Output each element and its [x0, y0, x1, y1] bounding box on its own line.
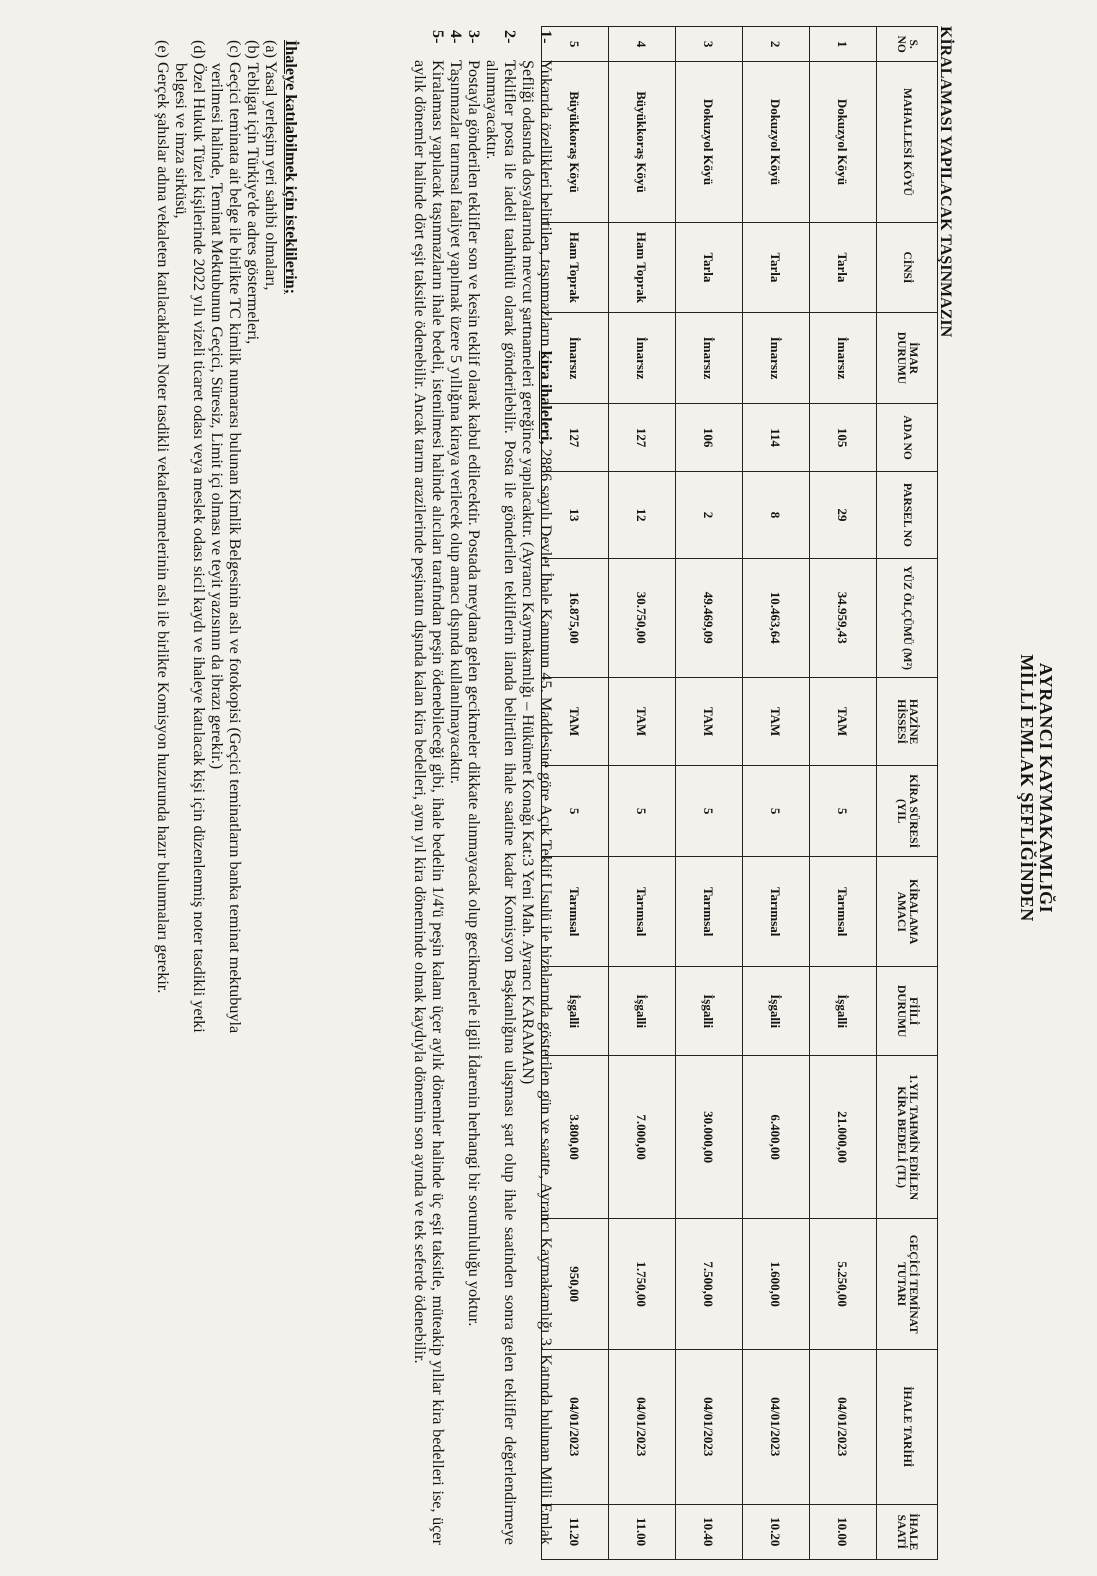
table-cell: 2 — [743, 27, 810, 62]
table-row — [676, 27, 743, 1560]
column-header: KİRA SÜRESİ (YIL — [877, 766, 938, 857]
column-header: İHALE SAATİ — [877, 1504, 938, 1559]
table-cell: 10.00 — [810, 1504, 877, 1559]
table-cell: İşgalli — [609, 967, 676, 1055]
table-cell: İmarsız — [609, 313, 676, 404]
column-header: FİİLİ DURUMU — [877, 967, 938, 1055]
table-cell: 10.463,64 — [743, 558, 810, 677]
header-line-1: AYRANCI KAYMAKAMLIĞI — [1036, 662, 1056, 914]
paragraph — [519, 30, 555, 1545]
requirement-item: (a) Yasal yerleşim yeri sahibi olmaları, — [262, 40, 280, 291]
table-cell: İşgalli — [542, 967, 609, 1055]
table-cell: 3.800,00 — [542, 1055, 609, 1219]
column-header: KİRALAMA AMACI — [877, 856, 938, 967]
column-header: MAHALLESİ KÖYÜ — [877, 62, 938, 222]
requirement-item-continuation: verilmesi halinde, Teminat Mektubunun Geçici, Süresiz, Limit içi olması ve teyit yazısının da ibrazı gerekir.) — [208, 63, 226, 770]
table-cell: 04/01/2023 — [810, 1349, 877, 1504]
paragraph-text — [465, 60, 483, 1545]
table-row — [609, 27, 676, 1560]
table-cell: 1.600,00 — [743, 1219, 810, 1349]
column-header: CİNSİ — [877, 222, 938, 313]
paragraph-number: 2- — [501, 30, 519, 44]
table-cell: Tarımsal — [676, 856, 743, 967]
table-cell: TAM — [676, 677, 743, 765]
table-cell: 49.469,09 — [676, 558, 743, 677]
table-cell: 29 — [810, 472, 877, 558]
table-cell: Tarımsal — [609, 856, 676, 967]
table-row — [743, 27, 810, 1560]
paragraph-text — [519, 60, 555, 1545]
table-cell: Tarımsal — [810, 856, 877, 967]
paragraph — [447, 30, 465, 1545]
table-header-row — [877, 27, 938, 1560]
table-cell: 105 — [810, 403, 877, 472]
table-cell: Büyükkoraş Köyü — [542, 62, 609, 222]
table-cell: 12 — [609, 472, 676, 558]
table-cell: 04/01/2023 — [609, 1349, 676, 1504]
table-cell: 5 — [542, 27, 609, 62]
table-cell: İşgalli — [676, 967, 743, 1055]
requirements-title: İhaleye katılabilmek için isteklilerin; — [282, 40, 300, 295]
table-cell: TAM — [609, 677, 676, 765]
paragraph-text-start: Teklifler posta ile iadeli taahhütlü olarak gönderilebilir. Posta ile gönderilen tekliflerin ilanda belirtilen ihale saatine kadar Komisyon Başkanlığına ulaşması şart olup ihale saatinden sonra gelen teklifler değerlendirmeye alınmayacaktır. — [483, 60, 519, 1545]
requirement-item: (c) Geçici teminata ait belge ile birlikte TC kimlik numarası bulunan Kimlik Belgesinin aslı ve fotokopisi (Geçici teminatların banka teminat mektubuyla — [226, 40, 244, 1034]
table-cell: İşgalli — [743, 967, 810, 1055]
paragraph-number: 1- — [537, 30, 555, 44]
table-cell: 7.500,00 — [676, 1219, 743, 1349]
paragraph — [411, 30, 447, 1545]
paragraph-text — [483, 60, 519, 1545]
table-cell: 13 — [542, 472, 609, 558]
table-cell: Dokuzyol Köyü — [810, 62, 877, 222]
column-header: İHALE TARİHİ — [877, 1349, 938, 1504]
table-cell: 10.40 — [676, 1504, 743, 1559]
table-cell: İmarsız — [676, 313, 743, 404]
table-cell: 21.000,00 — [810, 1055, 877, 1219]
paragraph — [483, 30, 519, 1545]
paragraph-number: 5- — [429, 30, 447, 44]
table-cell: 5 — [810, 766, 877, 857]
table-cell: 11.20 — [542, 1504, 609, 1559]
requirement-item: (d) Özel Hukuk Tüzel kişilerinde 2022 yılı vizeli ticaret odası veya meslek odası sicil kaydı ve ihaleye katılacak kişi için düzenlenmiş noter tasdikli yetki — [190, 40, 208, 1033]
paragraph-text-start: Kiralaması yapılacak taşınmazların ihale bedeli, istenilmesi halinde alıcıları tarafından peşin ödenebileceği gibi, ihale bedelin 1/4'ü peşin kalanı üçer aylık dönemler halinde üç eşit taksitle, müteakip yıllar kira bedelleri ise, üçer aylık dönemler halinde dört eşit taksitle ödenebilir. Ancak tarım arazilerinde peşinatın dışında kalan kira bedelleri, aynı yıl kira döneminde olmak kaydıyla dönemin son ayında ve tek seferde ödenebilir. — [411, 60, 447, 1545]
table-cell: Ham Toprak — [609, 222, 676, 313]
table-row — [810, 27, 877, 1560]
table-cell: 5 — [743, 766, 810, 857]
column-header: YÜZ ÖLÇÜMÜ (M²) — [877, 558, 938, 677]
table-cell: 4 — [609, 27, 676, 62]
paragraph-number: 4- — [447, 30, 465, 44]
table-cell: 6.400,00 — [743, 1055, 810, 1219]
table-cell: İmarsız — [810, 313, 877, 404]
table-cell: 30.000,00 — [676, 1055, 743, 1219]
table-cell: 34.959,43 — [810, 558, 877, 677]
paragraph-number: 3- — [465, 30, 483, 44]
table-cell: 8 — [743, 472, 810, 558]
requirement-item: (e) Gerçek şahıslar adına vekaleten katılacakların Noter tasdikli vekaletnamelerinin aslı ile birlikte Komisyon huzurunda hazır bulunmaları gerekir. — [154, 40, 172, 994]
paragraph-text — [447, 60, 465, 1545]
requirements-list — [154, 40, 280, 1555]
table-cell: Tarla — [810, 222, 877, 313]
table-cell: Tarla — [743, 222, 810, 313]
column-header: HAZİNE HİSSESİ — [877, 677, 938, 765]
table-cell: TAM — [542, 677, 609, 765]
column-header: ADA NO — [877, 403, 938, 472]
table-cell: Tarla — [676, 222, 743, 313]
table-cell: Ham Toprak — [542, 222, 609, 313]
table-cell: İmarsız — [542, 313, 609, 404]
header-line-2: MİLLİ EMLAK ŞEFLİĞİNDEN — [1017, 654, 1037, 922]
requirement-item-continuation: belgesi ve imza sirküsü, — [172, 63, 190, 219]
table-cell: Tarımsal — [542, 856, 609, 967]
table-cell: 1 — [810, 27, 877, 62]
requirements — [154, 40, 300, 1555]
table-cell: TAM — [810, 677, 877, 765]
table-cell: 127 — [542, 403, 609, 472]
table-cell: 04/01/2023 — [743, 1349, 810, 1504]
column-header: 1.YIL TAHMİN EDİLEN KİRA BEDELİ (TL) — [877, 1055, 938, 1219]
column-header: S. NO — [877, 27, 938, 62]
column-header: GEÇİCİ TEMİNAT TUTARI — [877, 1219, 938, 1349]
table-cell: Büyükkoraş Köyü — [609, 62, 676, 222]
table-cell: 5 — [542, 766, 609, 857]
table-cell: Tarımsal — [743, 856, 810, 967]
paragraph-text-end: 2886 sayılı Devlet İhale Kanunun 45. Maddesine göre Açık Teklif Usulü ile hizalarında gösterilen gün ve saatte, Ayrancı Kaymakamlığı 3. Katında bulunan Milli Emlak Şefliği odasında dosyalarında mevcut şartnameleri gereğince yapılacaktır. (Ayrancı Kaymakamlığı – Hükümet Konağı Kat:3 Yeni Mah. Ayrancı KARAMAN) — [519, 60, 555, 1546]
table-cell: Dokuzyol Köyü — [676, 62, 743, 222]
table-cell: 30.750,00 — [609, 558, 676, 677]
table-caption: KİRALAMASI YAPILACAK TAŞINMAZIN — [937, 26, 954, 338]
requirement-item: (b) Tebligat için Türkiye'de adres göstermeleri, — [244, 40, 262, 345]
table-cell: 114 — [743, 403, 810, 472]
table-cell: 106 — [676, 403, 743, 472]
paragraph-text-start: Yukarıda özellikleri belirtilen, taşınmazların — [537, 60, 555, 351]
table-cell: 1.750,00 — [609, 1219, 676, 1349]
table-cell: 5.250,00 — [810, 1219, 877, 1349]
paragraph-text — [411, 60, 447, 1545]
table-cell: 2 — [676, 472, 743, 558]
table-cell: 950,00 — [542, 1219, 609, 1349]
paragraph-text-start: Taşınmazlar tarımsal faaliyet yapılmak üzere 5 yıllığına kiraya verilecek olup amacı dışında kullanılmayacaktır. — [447, 60, 465, 784]
column-header: PARSEL NO — [877, 472, 938, 558]
kira-ihaleleri-emphasis: kira ihaleleri, — [537, 350, 555, 445]
paragraph — [465, 30, 483, 1545]
table-cell: 127 — [609, 403, 676, 472]
paragraph-text-start: Postayla gönderilen teklifler son ve kesin teklif olarak kabul edilecektir. Postada meydana gelen gecikmeler dikkate alınmayacak olup gecikmelerle ilgili İdarenin herhangi bir sorumluluğu yoktur. — [465, 60, 483, 1327]
table-cell: İmarsız — [743, 313, 810, 404]
table-cell: İşgalli — [810, 967, 877, 1055]
property-table — [541, 26, 938, 1560]
table-cell: 11.00 — [609, 1504, 676, 1559]
table-cell: TAM — [743, 677, 810, 765]
table-cell: 04/01/2023 — [676, 1349, 743, 1504]
table-cell: 16.875,00 — [542, 558, 609, 677]
table-cell: Dokuzyol Köyü — [743, 62, 810, 222]
table-cell: 10.20 — [743, 1504, 810, 1559]
column-header: İMAR DURUMU — [877, 313, 938, 404]
table-cell: 04/01/2023 — [542, 1349, 609, 1504]
table-cell: 3 — [676, 27, 743, 62]
table-cell: 7.000,00 — [609, 1055, 676, 1219]
paragraphs — [411, 30, 555, 1545]
table-cell: 5 — [609, 766, 676, 857]
table-cell: 5 — [676, 766, 743, 857]
